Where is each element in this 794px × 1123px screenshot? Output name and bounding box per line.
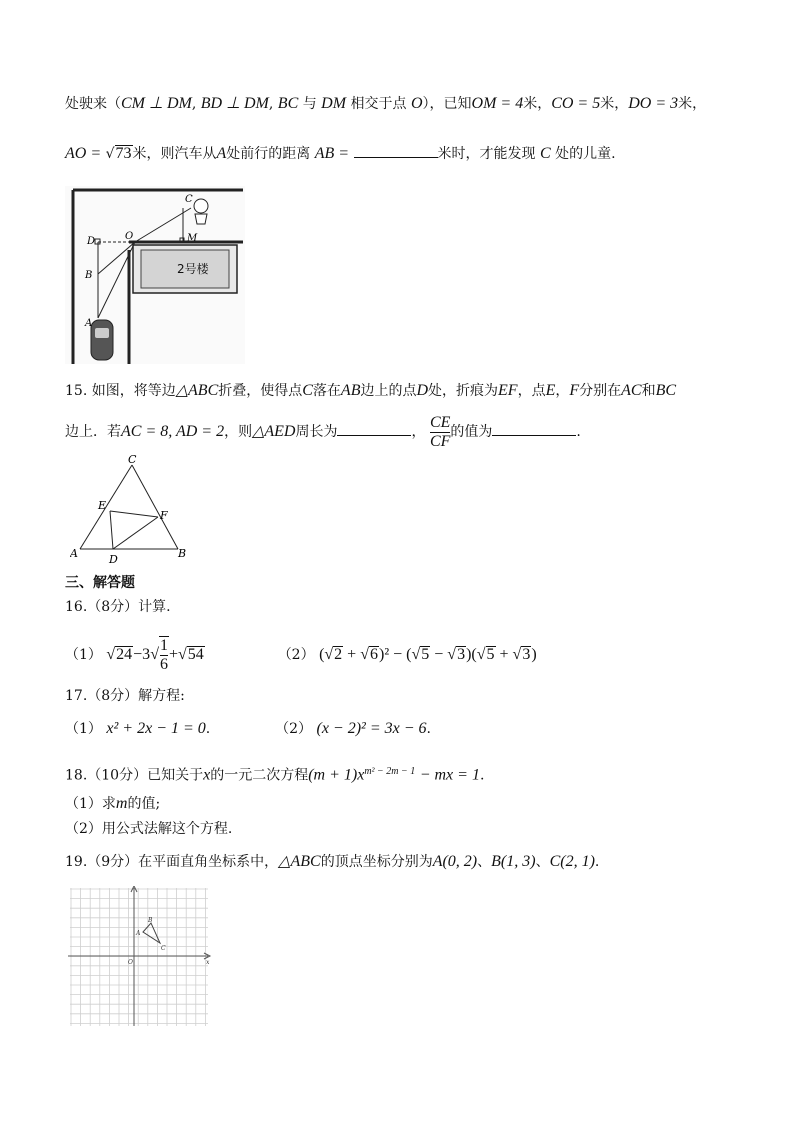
- p19-sep: 、: [535, 854, 550, 870]
- p17-part1-label: （1）: [65, 721, 102, 737]
- p14-unit: 米: [678, 96, 693, 112]
- p14-ao: AO =: [65, 145, 102, 162]
- building-label: 2号楼: [177, 262, 209, 276]
- figure-19-grid: [68, 886, 213, 1031]
- p14-do: DO = 3: [628, 95, 679, 112]
- p15-text: 落在: [312, 383, 341, 399]
- p15-triangle: △ABC: [175, 382, 219, 399]
- label-b: B: [148, 917, 153, 924]
- p19-heading: [65, 852, 599, 872]
- p16-op: +: [347, 646, 357, 663]
- p15-line2: [65, 412, 581, 452]
- p15-text: ，: [411, 424, 426, 440]
- p18-text: 18.（10分）已知关于: [65, 767, 204, 784]
- label-o: O: [128, 959, 133, 966]
- p14-dm: DM: [321, 95, 347, 112]
- p14-text: 米，则汽车从: [132, 146, 217, 162]
- label-c: C: [128, 455, 137, 466]
- sqrt-3: 3: [457, 646, 466, 663]
- label-c: C: [185, 194, 193, 205]
- p15-text: ，点: [517, 383, 546, 399]
- label-b: B: [178, 547, 187, 560]
- p15-ab: AB: [340, 382, 361, 399]
- p17-equation2: (x − 2)² = 3x − 6: [316, 720, 427, 737]
- p18-text: 的值;: [127, 796, 161, 812]
- p17-dot: .: [426, 721, 431, 737]
- p14-om: OM = 4: [471, 95, 524, 112]
- p14-cond2: BD ⊥ DM: [200, 95, 269, 112]
- label-a: A: [136, 930, 141, 937]
- sqrt-6: 6: [369, 646, 378, 663]
- p14-text: 与: [302, 96, 317, 112]
- label-x: x: [206, 959, 210, 966]
- p16-paren: (: [319, 646, 325, 663]
- p19-triangle: △ABC: [278, 853, 321, 870]
- fraction-numerator: CE: [429, 413, 451, 431]
- p15-bc: BC: [655, 382, 677, 399]
- fraction-numerator: 1: [159, 636, 168, 654]
- p18-text: （1）求: [65, 796, 116, 812]
- p14-ab: AB =: [314, 145, 350, 162]
- p15-blank-perimeter[interactable]: [337, 421, 411, 436]
- p15-text: 和: [641, 383, 656, 399]
- sqrt-24: 24: [116, 646, 133, 663]
- p16-plus: +: [168, 646, 178, 663]
- p16-parts: （1） √24−3√ $\frac{1}{6}$ +√54 （2） (√2 + √6)² − (√5 − √3)(√5 + √3): [65, 636, 537, 673]
- p17-part2-label: （2）: [275, 721, 313, 737]
- p15-number: 15.: [65, 383, 88, 399]
- p18-heading: [65, 762, 484, 786]
- p18-q2: （2）用公式法解这个方程.: [65, 821, 233, 837]
- label-o: O: [125, 231, 134, 242]
- p15-text: .: [576, 424, 581, 440]
- label-c: C: [161, 945, 166, 952]
- p14-text: ），已知: [422, 96, 472, 112]
- figure-14: [65, 186, 245, 364]
- label-b: B: [85, 270, 93, 281]
- sqrt-3: 3: [522, 646, 531, 663]
- sqrt-54: 54: [187, 646, 204, 663]
- p18-x: x: [203, 766, 211, 784]
- p14-co: CO = 5: [551, 95, 601, 112]
- sqrt-5: 5: [486, 646, 495, 663]
- p14-cond1: CM ⊥ DM: [121, 95, 192, 112]
- p14-bc: BC: [277, 95, 299, 112]
- p16-heading: 16.（8分）计算.: [65, 599, 171, 615]
- section-title: 三、解答题: [65, 575, 135, 591]
- p18-text: 的一元二次方程: [210, 767, 309, 784]
- p19-dot: .: [594, 854, 600, 870]
- sqrt-5: 5: [421, 646, 430, 663]
- p16-paren: ): [531, 646, 537, 663]
- fraction-denominator: CF: [429, 432, 451, 450]
- p18-equation-a: (m + 1)x: [308, 766, 365, 784]
- p17-dot: .: [205, 721, 211, 737]
- p18-equation-b: − mx = 1: [419, 766, 480, 784]
- p19-text: 19.（9分）在平面直角坐标系中，: [65, 854, 279, 870]
- p16-paren: )² − (: [378, 646, 412, 663]
- p14-answer-blank[interactable]: [354, 143, 438, 158]
- p18-dot: .: [479, 767, 485, 784]
- p15-text: 折叠，使得点: [218, 383, 303, 399]
- p15-ac: AC: [621, 382, 642, 399]
- p14-text: 相交于点: [350, 96, 407, 112]
- p19-point-a: A(0, 2): [432, 853, 478, 870]
- p16-op: −: [434, 646, 444, 663]
- p19-text: 的顶点坐标分别为: [320, 854, 433, 870]
- label-f: F: [160, 509, 168, 522]
- p14-unit: 米: [600, 96, 615, 112]
- p15-c: C: [302, 382, 313, 399]
- p15-text: 如图，将等边: [91, 383, 176, 399]
- p14-point-a: A: [216, 145, 227, 162]
- p17-parts: [65, 719, 431, 739]
- p16-paren: )(: [466, 646, 477, 663]
- p15-given: AC = 8, AD = 2: [121, 423, 225, 440]
- p19-point-b: B(1, 3): [491, 853, 536, 870]
- label-m: M: [187, 233, 198, 244]
- p15-ef: EF: [498, 382, 518, 399]
- p19-sep: 、: [477, 854, 492, 870]
- label-a: A: [85, 318, 93, 329]
- p14-text: 米时，才能发现: [437, 146, 536, 162]
- p16-minus3: −3: [133, 646, 151, 663]
- p14-ao-radicand: 73: [115, 145, 132, 162]
- p14-line2: AO = √73米，则汽车从A处前行的距离 AB = 米时，才能发现 C 处的儿童.: [65, 145, 616, 162]
- p18-exponent: m² − 2m − 1: [364, 766, 416, 777]
- label-d: D: [87, 236, 96, 247]
- p14-text: 处的儿童.: [555, 146, 616, 162]
- p17-equation1: x² + 2x − 1 = 0: [106, 720, 206, 737]
- sqrt-2: 2: [334, 646, 343, 663]
- p15-e: E: [545, 382, 556, 399]
- label-e: E: [98, 499, 107, 512]
- label-a: A: [70, 547, 78, 560]
- p15-f: F: [569, 382, 580, 399]
- p15-text: 周长为: [295, 424, 338, 440]
- p14-point-c: C: [539, 145, 551, 162]
- p15-text: 边上．若: [65, 424, 121, 440]
- p19-point-c: C(2, 1): [549, 853, 595, 870]
- p15-blank-ratio[interactable]: [492, 421, 576, 436]
- p18-q1: [65, 794, 160, 814]
- p15-fraction: [430, 414, 450, 451]
- p14-text: 处前行的距离: [226, 146, 311, 162]
- fraction-denominator: 6: [159, 655, 168, 673]
- p15-line1: [65, 381, 676, 401]
- p14-line1: 处驶来（CM ⊥ DM, BD ⊥ DM, BC 与 DM 相交于点 O），已知OM = 4米，CO = 5米，DO = 3米，: [65, 95, 707, 112]
- p15-text: 边上的点: [360, 383, 417, 399]
- p15-d: D: [416, 382, 429, 399]
- p16-part1-label: （1）: [65, 647, 102, 663]
- p15-text: ，: [555, 383, 570, 399]
- p18-m: m: [115, 795, 128, 812]
- p14-text: 处驶来（: [65, 96, 121, 112]
- p15-text: ，则: [224, 424, 253, 440]
- p14-o: O: [410, 95, 423, 112]
- sqrt-frac: [159, 636, 169, 674]
- figure-15: [70, 455, 195, 567]
- p14-unit: 米: [523, 96, 538, 112]
- p15-text: 分别在: [579, 383, 622, 399]
- p15-triangle-aed: △AED: [252, 423, 296, 440]
- p15-text: 处，折痕为: [428, 383, 499, 399]
- p16-part2-label: （2）: [277, 647, 315, 663]
- p16-op: +: [499, 646, 509, 663]
- p17-heading: 17.（8分）解方程:: [65, 688, 185, 704]
- label-d: D: [109, 553, 118, 566]
- p15-text: 的值为: [450, 424, 493, 440]
